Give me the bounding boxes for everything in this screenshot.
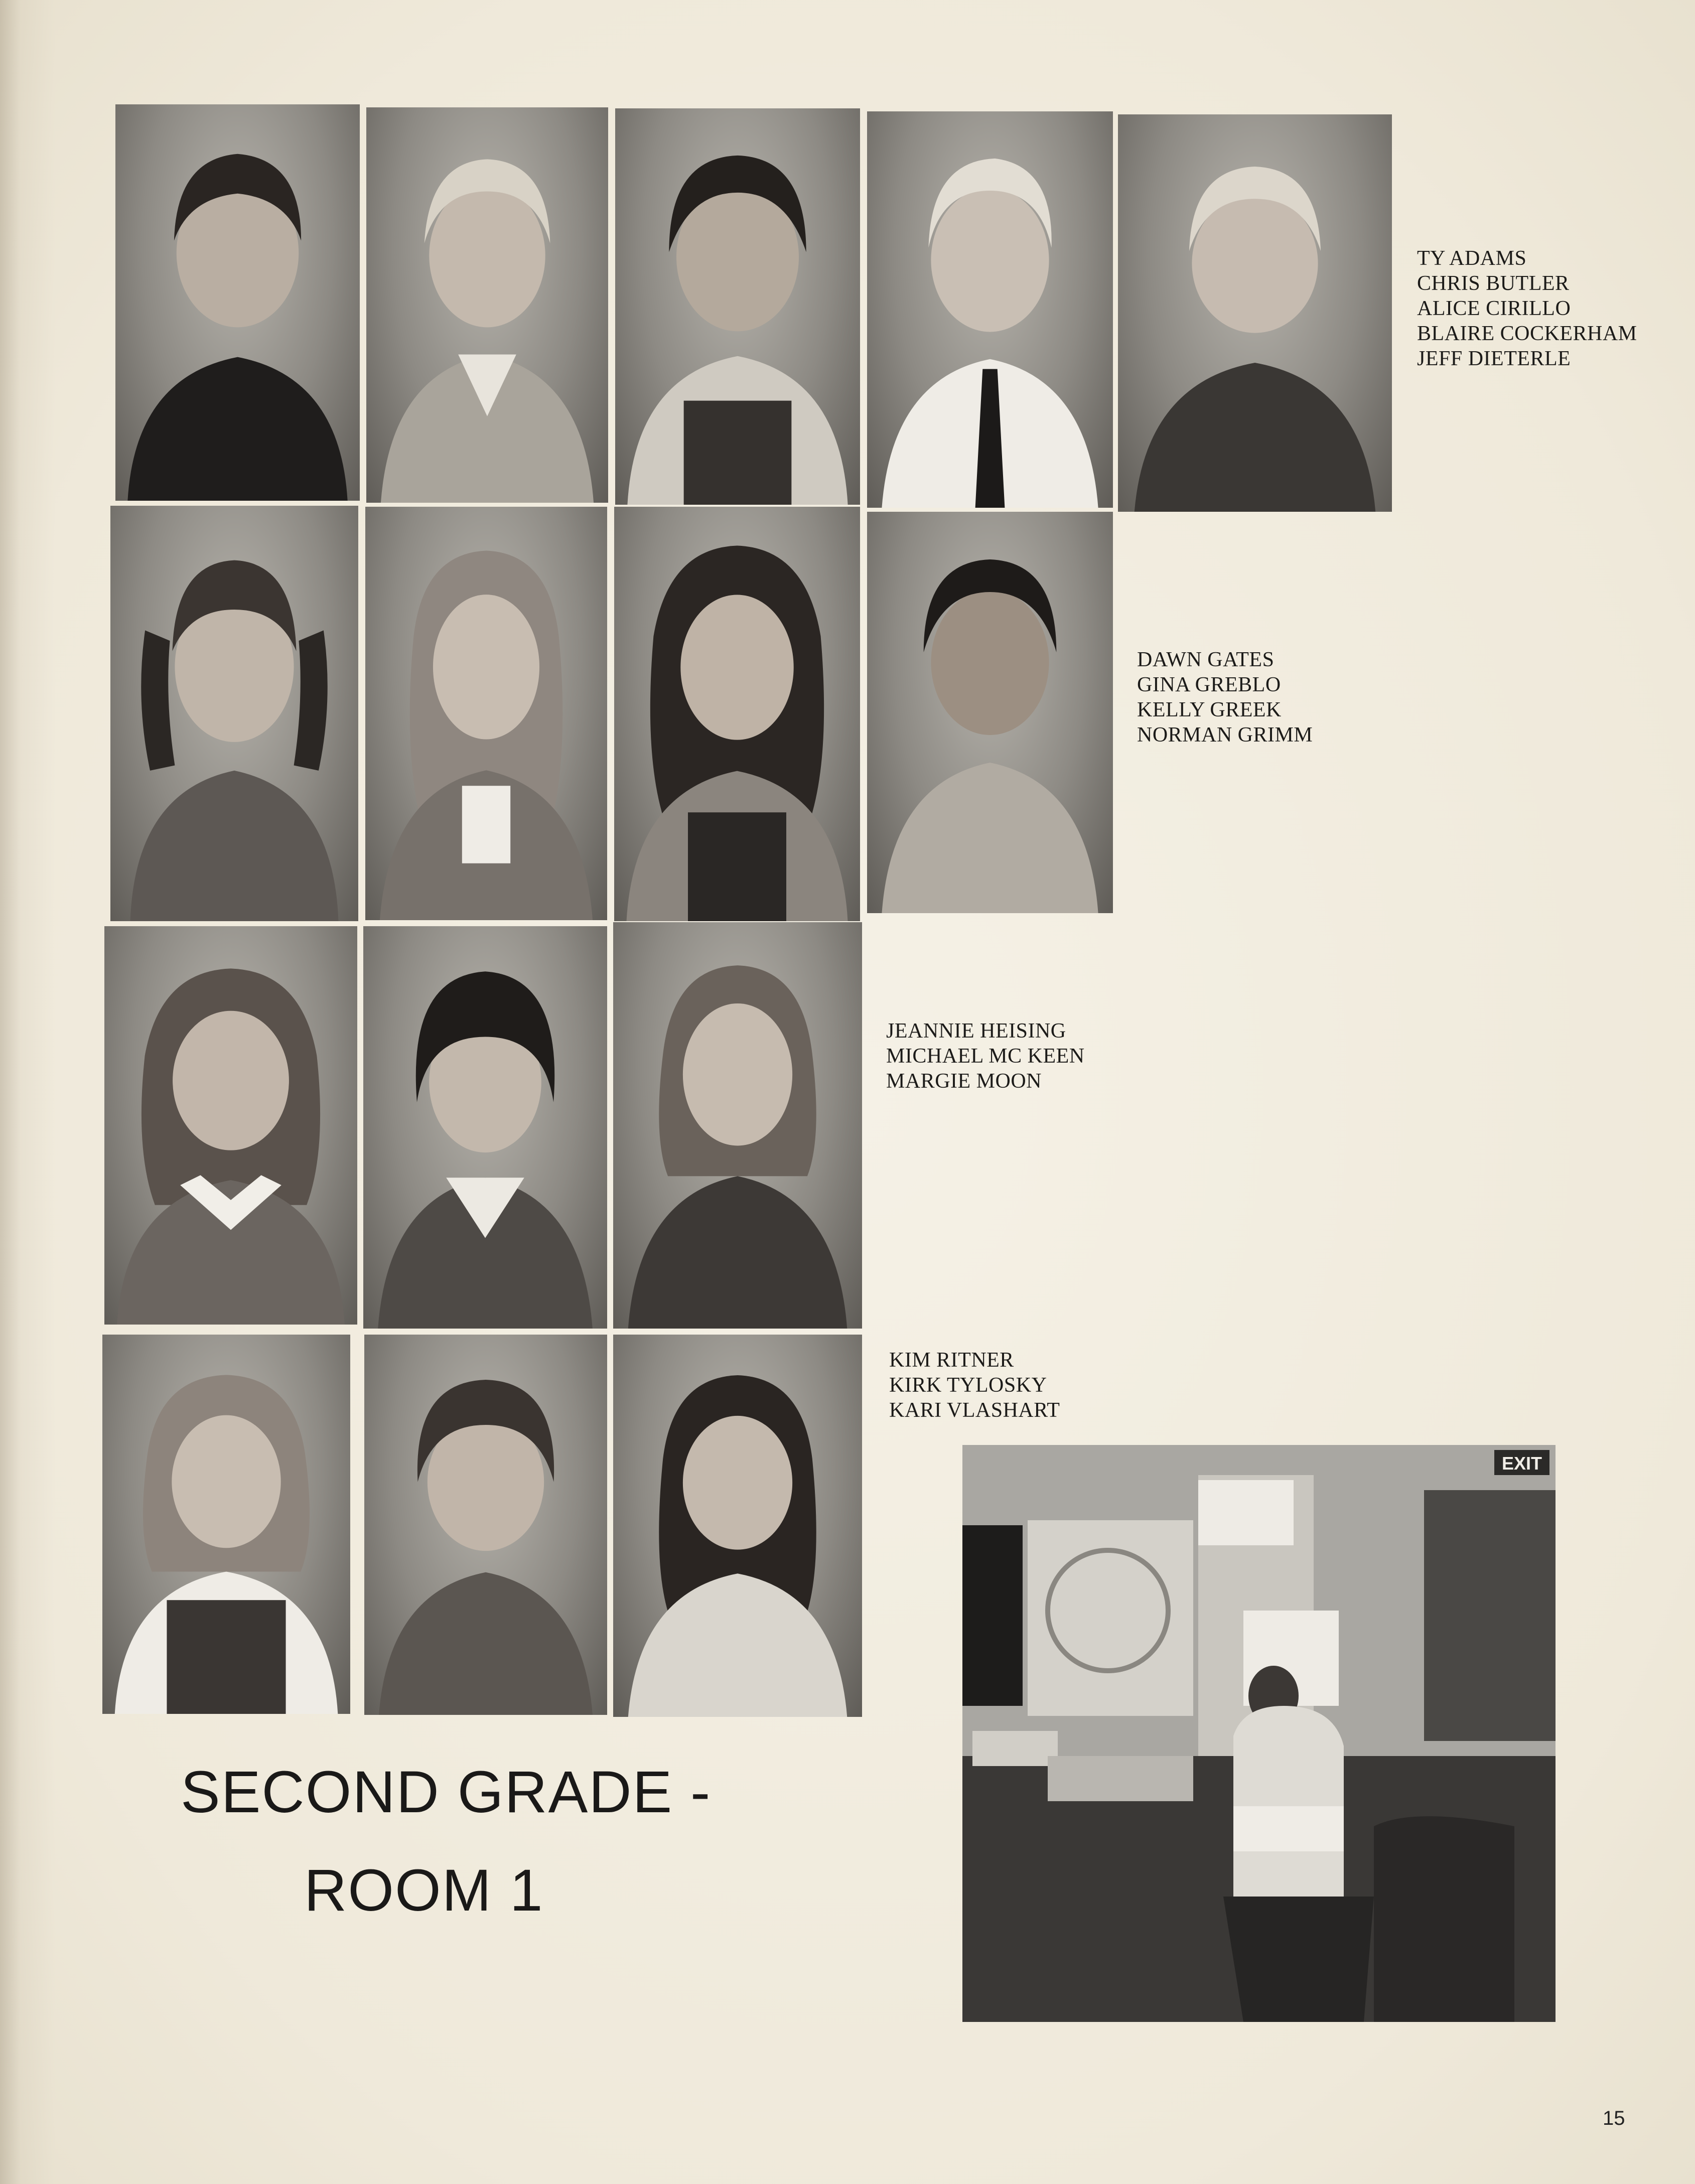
student-name: JEFF DIETERLE [1417,347,1571,370]
student-portrait [104,926,357,1325]
student-portrait [613,922,862,1329]
student-name: KIM RITNER [889,1349,1014,1372]
student-portrait [364,1335,607,1715]
student-portrait [365,507,607,920]
student-portrait [614,507,860,921]
page-title-line-1: SECOND GRADE - [181,1759,712,1825]
classroom-photo [962,1445,1556,2022]
student-name: JEANNIE HEISING [886,1020,1066,1043]
student-name: TY ADAMS [1417,247,1527,270]
student-name: DAWN GATES [1137,648,1275,671]
student-name: BLAIRE COCKERHAM [1417,322,1637,345]
student-name: NORMAN GRIMM [1137,723,1313,747]
name-list-row-2 [1137,647,1313,748]
student-name: ALICE CIRILLO [1417,297,1571,320]
student-portrait [102,1335,350,1714]
page-title-line-2: ROOM 1 [304,1857,544,1924]
page-number: 15 [1603,2107,1625,2129]
student-portrait [363,926,607,1329]
student-name: CHRIS BUTLER [1417,272,1570,295]
student-name: GINA GREBLO [1137,673,1281,696]
student-name: KIRK TYLOSKY [889,1374,1047,1397]
student-portrait [1118,114,1392,512]
student-portrait [115,104,360,501]
student-name: MARGIE MOON [886,1070,1042,1093]
student-portrait [366,107,608,503]
student-portrait [867,512,1113,913]
name-list-row-1 [1417,246,1637,371]
exit-sign: EXIT [1501,1453,1542,1474]
student-portrait [867,111,1113,508]
name-list-row-3 [886,1018,1085,1094]
student-name: MICHAEL MC KEEN [886,1045,1085,1068]
student-portrait [615,108,860,505]
name-list-row-4 [889,1348,1060,1423]
student-portrait [110,506,358,921]
student-name: KELLY GREEK [1137,698,1282,721]
student-name: KARI VLASHART [889,1399,1060,1422]
student-portrait [613,1335,862,1717]
